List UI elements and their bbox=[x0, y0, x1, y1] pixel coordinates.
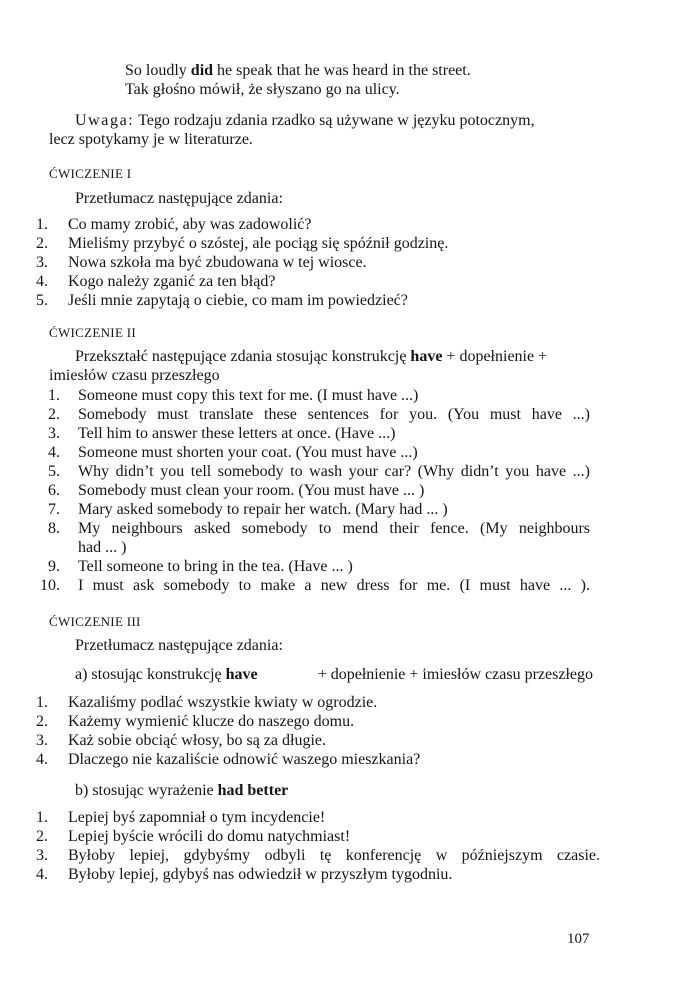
exercise-2-instruction-line2: imiesłów czasu przeszłego bbox=[49, 367, 220, 384]
item-number: 7. bbox=[48, 501, 60, 518]
item-number: 4. bbox=[36, 751, 48, 768]
instruction-emphasis: have bbox=[410, 348, 443, 365]
list-item: Tell someone to bring in the tea. (Have ... ) bbox=[78, 558, 353, 575]
note-line-2: lecz spotykamy je w literaturze. bbox=[49, 131, 253, 148]
list-item: Byłoby lepiej, gdybyśmy odbyli tę konferencję w późniejszym czasie. bbox=[68, 847, 600, 864]
item-number: 5. bbox=[48, 463, 60, 480]
example-text: he speak that he was heard in the street. bbox=[213, 62, 471, 79]
note-line-1 bbox=[75, 111, 535, 130]
item-number: 1. bbox=[48, 387, 60, 404]
note-label: Uwaga: bbox=[75, 112, 135, 129]
list-item: Lepiej byś zapomniał o tym incydencie! bbox=[68, 809, 326, 826]
item-number: 4. bbox=[36, 273, 48, 290]
example-english bbox=[125, 61, 471, 80]
item-number: 10. bbox=[40, 577, 60, 594]
list-item: Jeśli mnie zapytają o ciebie, co mam im powiedzieć? bbox=[68, 292, 408, 309]
item-number: 1. bbox=[36, 694, 48, 711]
label-text: b) stosując wyrażenie bbox=[75, 782, 218, 799]
example-polish: Tak głośno mówił, że słyszano go na ulicy. bbox=[125, 81, 400, 98]
list-item: Dlaczego nie kazaliście odnowić waszego mieszkania? bbox=[68, 751, 421, 768]
list-item: Somebody must translate these sentences for you. (You must have ...) bbox=[78, 406, 590, 423]
item-number: 2. bbox=[36, 713, 48, 730]
exercise-3-part-b-label bbox=[75, 781, 288, 800]
example-text: So loudly bbox=[125, 62, 191, 79]
item-number: 9. bbox=[48, 558, 60, 575]
list-item: Nowa szkoła ma być zbudowana w tej wiosce. bbox=[68, 254, 367, 271]
exercise-1-title: ĆWICZENIE I bbox=[49, 166, 132, 181]
label-text: a) stosując konstrukcję bbox=[75, 666, 226, 683]
list-item: Każ sobie obciąć włosy, bo są za długie. bbox=[68, 732, 326, 749]
note-text: Tego rodzaju zdania rzadko są używane w języku potocznym, bbox=[134, 112, 535, 129]
list-item: Someone must copy this text for me. (I must have ...) bbox=[78, 387, 419, 404]
item-number: 5. bbox=[36, 292, 48, 309]
item-number: 1. bbox=[36, 216, 48, 233]
item-number: 3. bbox=[36, 732, 48, 749]
list-item: Mieliśmy przybyć o szóstej, ale pociąg się spóźnił godzinę. bbox=[68, 235, 449, 252]
item-number: 3. bbox=[48, 425, 60, 442]
page-number: 107 bbox=[567, 931, 590, 947]
item-number: 4. bbox=[36, 866, 48, 883]
list-item: Byłoby lepiej, gdybyś nas odwiedził w przyszłym tygodniu. bbox=[68, 866, 453, 883]
instruction-text: + dopełnienie + bbox=[442, 348, 548, 365]
list-item: My neighbours asked somebody to mend their fence. (My neighbours bbox=[78, 520, 590, 537]
instruction-text: Przekształć następujące zdania stosując konstrukcję bbox=[75, 348, 411, 365]
list-item: Lepiej byście wrócili do domu natychmiast! bbox=[68, 828, 351, 845]
exercise-2-instruction bbox=[75, 347, 547, 366]
list-item: Co mamy zrobić, aby was zadowolić? bbox=[68, 216, 312, 233]
list-item: Kazaliśmy podlać wszystkie kwiaty w ogrodzie. bbox=[68, 694, 378, 711]
item-number: 8. bbox=[48, 520, 60, 537]
exercise-3-part-a-label bbox=[75, 665, 593, 684]
exercise-1-instruction: Przetłumacz następujące zdania: bbox=[75, 190, 283, 207]
list-item: Somebody must clean your room. (You must have ... ) bbox=[78, 482, 425, 499]
label-emphasis: had better bbox=[217, 782, 289, 799]
exercise-2-title: ĆWICZENIE II bbox=[49, 325, 136, 340]
list-item: Tell him to answer these letters at once. (Have ...) bbox=[78, 425, 396, 442]
item-number: 6. bbox=[48, 482, 60, 499]
list-item: Mary asked somebody to repair her watch. (Mary had ... ) bbox=[78, 501, 448, 518]
example-emphasis: did bbox=[190, 62, 214, 79]
item-number: 3. bbox=[36, 254, 48, 271]
item-number: 2. bbox=[48, 406, 60, 423]
item-number: 4. bbox=[48, 444, 60, 461]
exercise-3-title: ĆWICZENIE III bbox=[49, 614, 141, 629]
item-number: 2. bbox=[36, 235, 48, 252]
list-item: Why didn’t you tell somebody to wash your car? (Why didn’t you have ...) bbox=[78, 463, 590, 480]
list-item: I must ask somebody to make a new dress for me. (I must have ... ). bbox=[78, 577, 590, 594]
exercise-3-instruction: Przetłumacz następujące zdania: bbox=[75, 637, 283, 654]
list-item-continuation: had ... ) bbox=[78, 539, 127, 556]
list-item: Kogo należy zganić za ten błąd? bbox=[68, 273, 276, 290]
list-item: Każemy wymienić klucze do naszego domu. bbox=[68, 713, 355, 730]
item-number: 1. bbox=[36, 809, 48, 826]
item-number: 2. bbox=[36, 828, 48, 845]
part-a-label-start bbox=[75, 665, 258, 684]
item-number: 3. bbox=[36, 847, 48, 864]
list-item: Someone must shorten your coat. (You must have ...) bbox=[78, 444, 418, 461]
label-text: + dopełnienie + imiesłów czasu przeszłego bbox=[317, 666, 593, 683]
label-emphasis: have bbox=[225, 666, 258, 683]
